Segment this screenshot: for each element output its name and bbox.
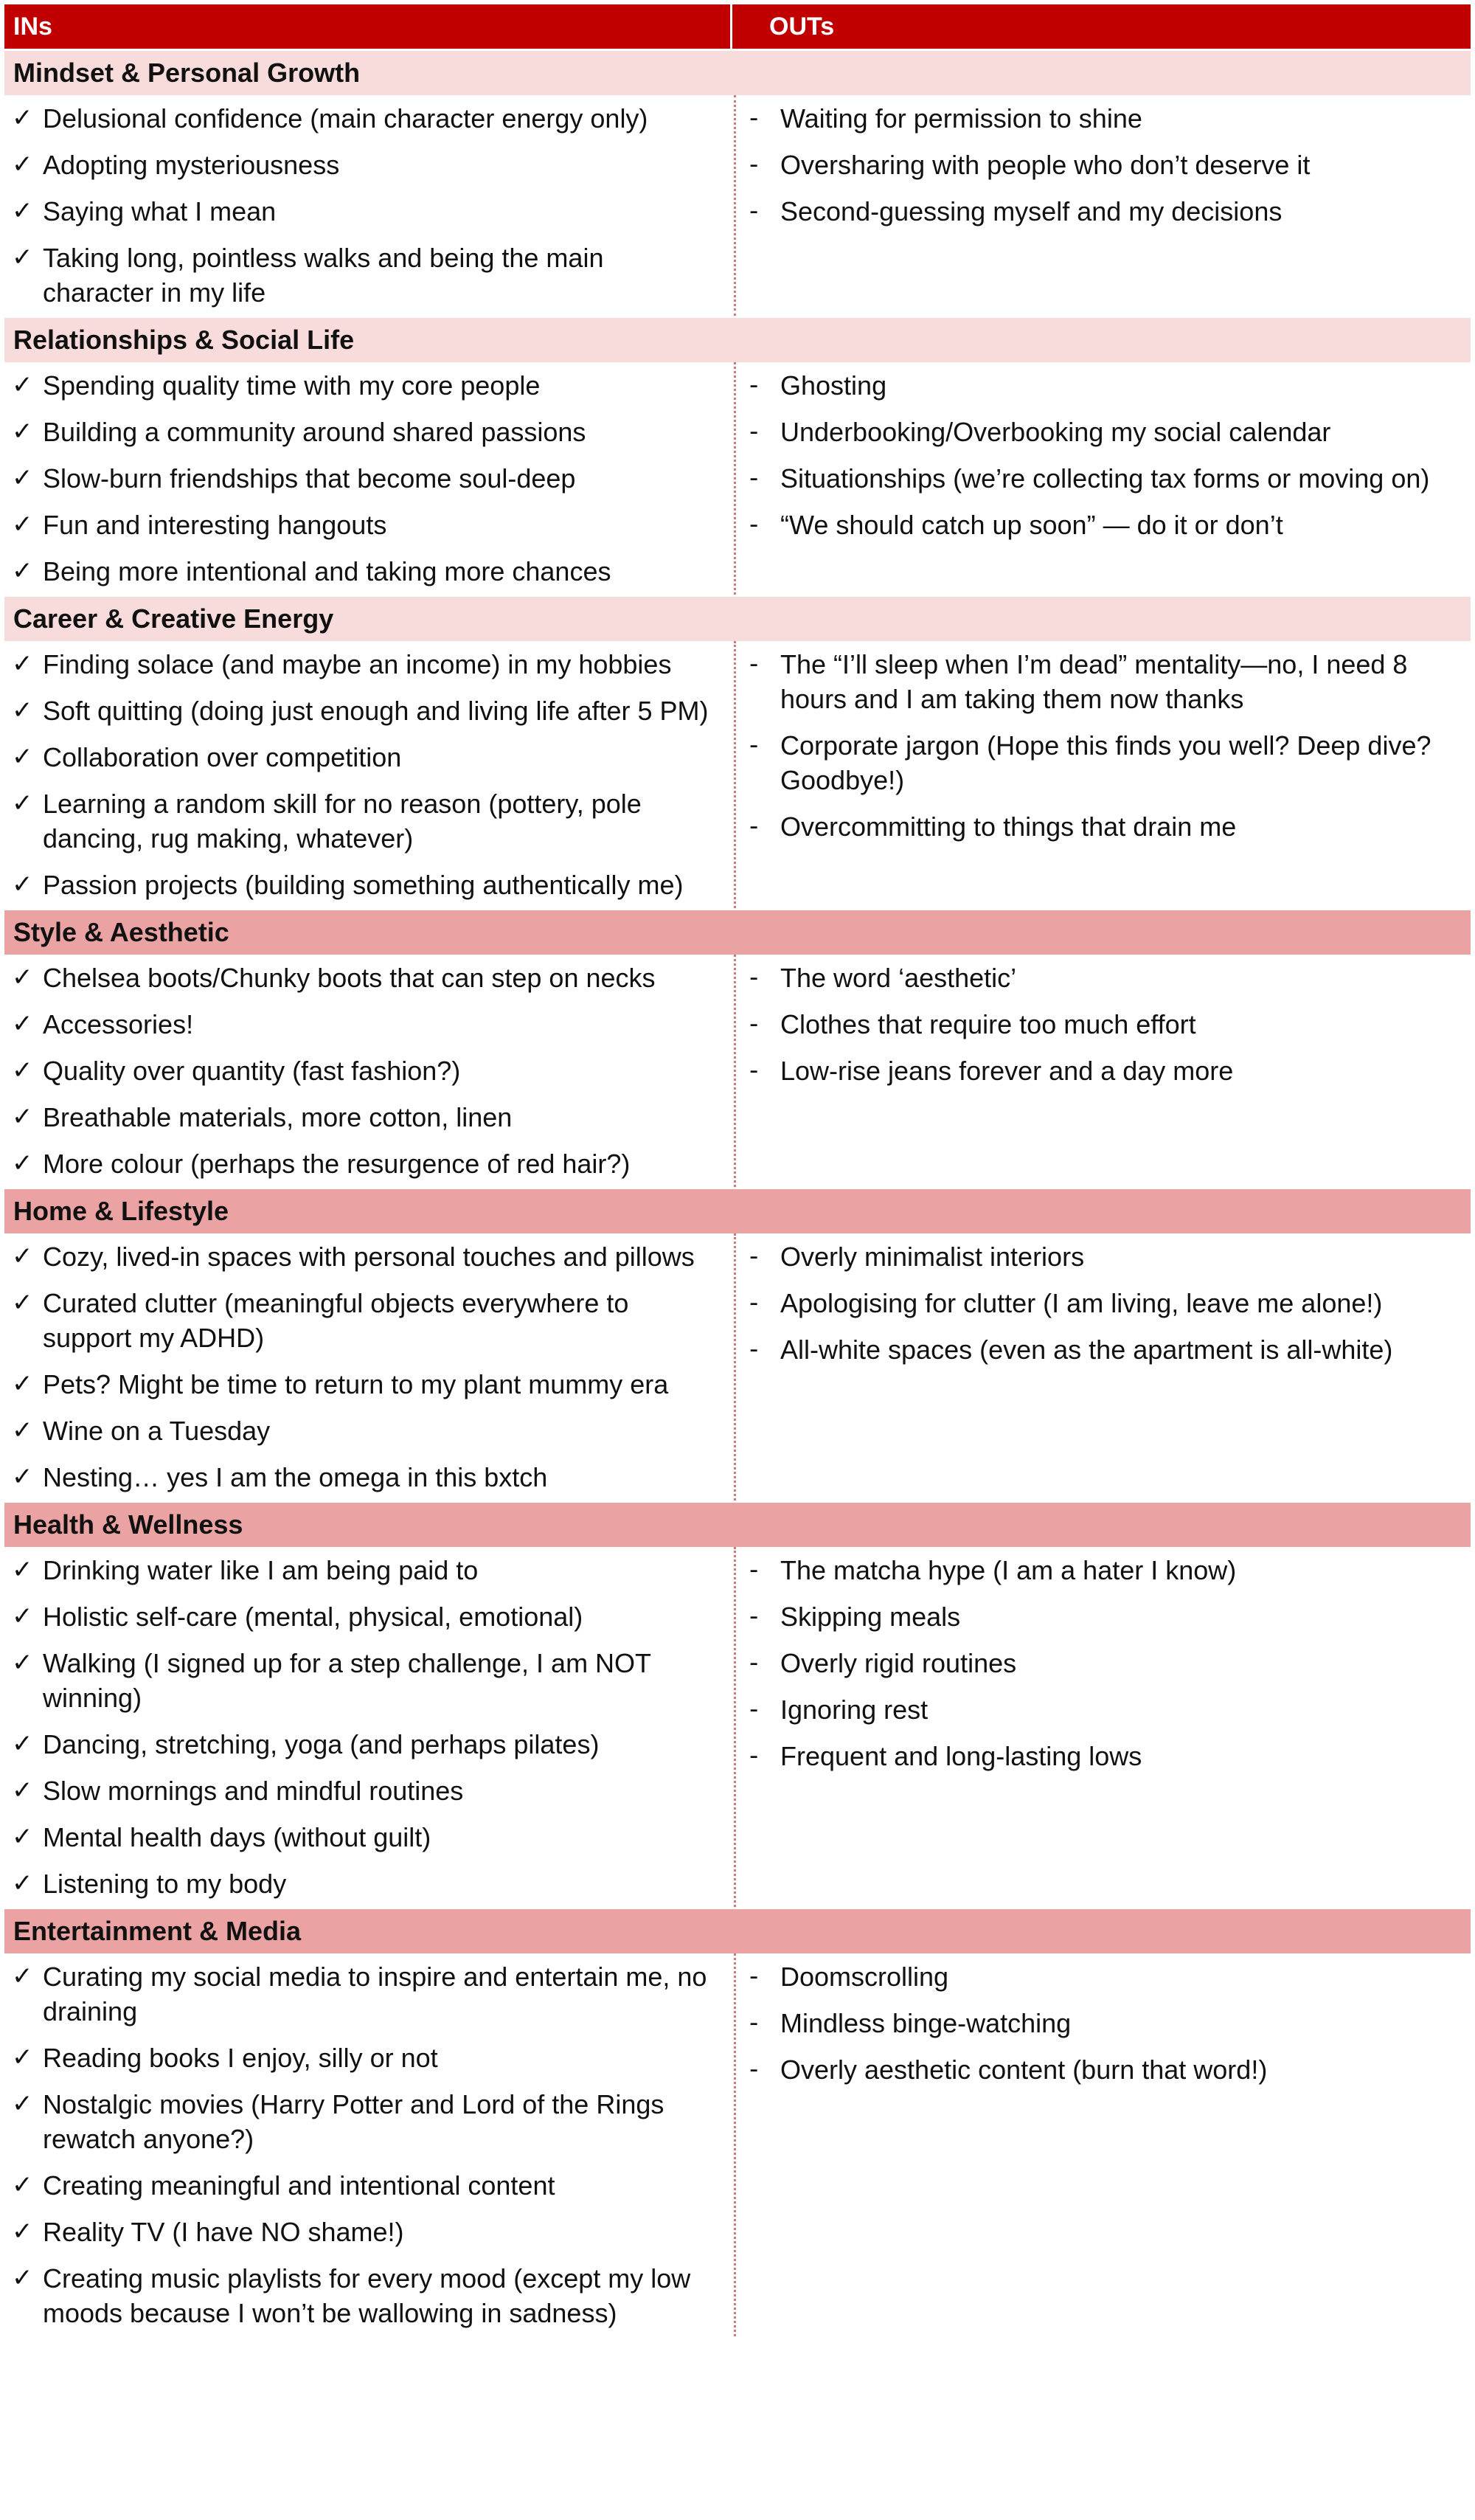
in-item [4,1454,734,1500]
item-text: The “I’ll sleep when I’m dead” mentality—no, I need 8 hours and I am taking them now thanks [780,649,1408,714]
dash-icon: - [749,370,759,400]
dash-icon: - [749,463,759,493]
outs-column [736,1953,1471,2336]
item-text: Quality over quantity (fast fashion?) [43,1056,461,1086]
item-text: Wine on a Tuesday [43,1416,271,1446]
item-text: Nostalgic movies (Harry Potter and Lord of the Rings rewatch anyone?) [43,2089,664,2154]
checkmark-icon: ✓ [12,1869,33,1898]
outs-column-header: OUTs [769,12,835,41]
dash-icon: - [749,730,759,760]
item-text: Second-guessing myself and my decisions [780,196,1283,226]
out-item [736,142,1471,188]
dash-icon: - [749,196,759,226]
out-item [736,1001,1471,1048]
checkmark-icon: ✓ [12,1102,33,1132]
item-text: Reading books I enjoy, silly or not [43,2043,438,2073]
dash-icon: - [749,2008,759,2038]
dash-icon: - [749,510,759,539]
item-text: Walking (I signed up for a step challenge, I am NOT winning) [43,1648,651,1713]
section [4,597,1471,908]
out-item [736,1547,1471,1593]
outs-column [736,641,1471,908]
section-rows [4,1547,1471,1907]
in-item [4,142,734,188]
in-item [4,455,734,502]
ins-column [4,641,736,908]
ins-column [4,1953,736,2336]
item-text: Overly minimalist interiors [780,1242,1085,1272]
checkmark-icon: ✓ [12,1648,33,1678]
section [4,318,1471,595]
item-text: Nesting… yes I am the omega in this bxtch [43,1462,548,1492]
checkmark-icon: ✓ [12,1242,33,1271]
in-item [4,1593,734,1640]
item-text: Learning a random skill for no reason (pottery, pole dancing, rug making, whatever) [43,789,642,854]
in-item [4,1140,734,1187]
out-item [736,1953,1471,2000]
in-item [4,1048,734,1094]
item-text: Oversharing with people who don’t deserve it [780,150,1311,180]
checkmark-icon: ✓ [12,870,33,899]
item-text: All-white spaces (even as the apartment is all-white) [780,1335,1393,1365]
item-text: Listening to my body [43,1869,287,1899]
out-item [736,2000,1471,2046]
sections-container [4,51,1471,2336]
item-text: Situationships (we’re collecting tax forms or moving on) [780,463,1430,494]
dash-icon: - [749,1335,759,1364]
checkmark-icon: ✓ [12,1416,33,1445]
out-item [736,955,1471,1001]
checkmark-icon: ✓ [12,2043,33,2072]
in-item [4,548,734,595]
outs-column [736,362,1471,595]
item-text: Saying what I mean [43,196,277,226]
section [4,910,1471,1187]
in-item [4,1001,734,1048]
checkmark-icon: ✓ [12,742,33,772]
dash-icon: - [749,963,759,992]
in-item [4,188,734,235]
out-item [736,1733,1471,1779]
checkmark-icon: ✓ [12,463,33,493]
item-text: The word ‘aesthetic’ [780,963,1017,993]
item-text: Corporate jargon (Hope this finds you well? Deep dive? Goodbye!) [780,730,1431,795]
checkmark-icon: ✓ [12,103,33,133]
in-item [4,235,734,316]
section-title: Career & Creative Energy [4,597,1471,641]
checkmark-icon: ✓ [12,1369,33,1399]
checkmark-icon: ✓ [12,1602,33,1631]
item-text: Ignoring rest [780,1695,929,1725]
section-rows [4,1233,1471,1500]
in-item [4,2035,734,2081]
item-text: Clothes that require too much effort [780,1009,1196,1039]
dash-icon: - [749,649,759,679]
out-item [736,1280,1471,1326]
dash-icon: - [749,1242,759,1271]
ins-column-header: INs [4,4,732,49]
item-text: Cozy, lived-in spaces with personal touches and pillows [43,1242,695,1272]
ins-outs-table [4,4,1471,2336]
section-title: Entertainment & Media [4,1909,1471,1953]
item-text: The matcha hype (I am a hater I know) [780,1555,1237,1585]
out-item [736,502,1471,548]
item-text: Overly aesthetic content (burn that word!) [780,2055,1268,2085]
in-item [4,1547,734,1593]
checkmark-icon: ✓ [12,2089,33,2119]
item-text: Dancing, stretching, yoga (and perhaps pilates) [43,1729,600,1759]
out-item [736,803,1471,850]
section-title: Health & Wellness [4,1503,1471,1547]
ins-column [4,955,736,1187]
in-item [4,2081,734,2162]
section-title: Mindset & Personal Growth [4,51,1471,95]
section-rows [4,955,1471,1187]
checkmark-icon: ✓ [12,1009,33,1039]
item-text: Finding solace (and maybe an income) in my hobbies [43,649,672,679]
in-item [4,1280,734,1361]
ins-column [4,1233,736,1500]
table-header [4,4,1471,49]
item-text: Underbooking/Overbooking my social calendar [780,417,1331,447]
section-title: Relationships & Social Life [4,318,1471,362]
section [4,51,1471,316]
in-item [4,502,734,548]
section-rows [4,95,1471,316]
dash-icon: - [749,1602,759,1631]
out-item [736,455,1471,502]
item-text: Low-rise jeans forever and a day more [780,1056,1234,1086]
item-text: Overly rigid routines [780,1648,1017,1678]
item-text: “We should catch up soon” — do it or don’t [780,510,1283,540]
dash-icon: - [749,1962,759,1991]
item-text: Frequent and long-lasting lows [780,1741,1142,1771]
section [4,1909,1471,2336]
dash-icon: - [749,1741,759,1770]
item-text: Curated clutter (meaningful objects everywhere to support my ADHD) [43,1288,629,1353]
ins-column [4,362,736,595]
checkmark-icon: ✓ [12,150,33,179]
dash-icon: - [749,1288,759,1318]
item-text: Taking long, pointless walks and being the main character in my life [43,243,604,308]
in-item [4,1408,734,1454]
outs-column [736,1233,1471,1500]
dash-icon: - [749,150,759,179]
item-text: Doomscrolling [780,1962,949,1992]
checkmark-icon: ✓ [12,1288,33,1318]
item-text: Ghosting [780,370,887,401]
in-item [4,734,734,780]
in-item [4,641,734,688]
dash-icon: - [749,417,759,446]
out-item [736,95,1471,142]
item-text: Breathable materials, more cotton, linen [43,1102,513,1132]
in-item [4,955,734,1001]
in-item [4,1361,734,1408]
item-text: Creating music playlists for every mood (except my low moods because I won’t be wallowing in sadness) [43,2263,691,2328]
item-text: Curating my social media to inspire and entertain me, no draining [43,1962,707,2026]
checkmark-icon: ✓ [12,2217,33,2246]
item-text: Waiting for permission to shine [780,103,1142,134]
item-text: Being more intentional and taking more chances [43,556,611,586]
in-item [4,95,734,142]
item-text: Mindless binge-watching [780,2008,1072,2038]
out-item [736,409,1471,455]
dash-icon: - [749,1009,759,1039]
out-item [736,1640,1471,1686]
in-item [4,2162,734,2209]
checkmark-icon: ✓ [12,789,33,818]
checkmark-icon: ✓ [12,1962,33,1991]
checkmark-icon: ✓ [12,556,33,586]
out-item [736,722,1471,803]
item-text: Pets? Might be time to return to my plant mummy era [43,1369,669,1399]
in-item [4,1860,734,1907]
dash-icon: - [749,103,759,133]
item-text: Overcommitting to things that drain me [780,811,1237,842]
dash-icon: - [749,1648,759,1678]
item-text: Drinking water like I am being paid to [43,1555,479,1585]
in-item [4,1233,734,1280]
in-item [4,1094,734,1140]
checkmark-icon: ✓ [12,2263,33,2293]
item-text: Delusional confidence (main character energy only) [43,103,648,134]
item-text: Chelsea boots/Chunky boots that can step on necks [43,963,656,993]
section-rows [4,641,1471,908]
checkmark-icon: ✓ [12,417,33,446]
out-item [736,362,1471,409]
in-item [4,409,734,455]
in-item [4,1640,734,1721]
checkmark-icon: ✓ [12,1729,33,1759]
dash-icon: - [749,1056,759,1085]
section-rows [4,1953,1471,2336]
checkmark-icon: ✓ [12,1149,33,1178]
checkmark-icon: ✓ [12,370,33,400]
item-text: Reality TV (I have NO shame!) [43,2217,404,2247]
dash-icon: - [749,1695,759,1724]
out-item [736,1048,1471,1094]
item-text: Holistic self-care (mental, physical, emotional) [43,1602,583,1632]
dash-icon: - [749,811,759,841]
checkmark-icon: ✓ [12,1822,33,1852]
item-text: Creating meaningful and intentional content [43,2170,555,2201]
checkmark-icon: ✓ [12,1776,33,1805]
item-text: Passion projects (building something authentically me) [43,870,684,900]
out-item [736,1686,1471,1733]
in-item [4,862,734,908]
item-text: More colour (perhaps the resurgence of red hair?) [43,1149,631,1179]
item-text: Mental health days (without guilt) [43,1822,431,1852]
out-item [736,188,1471,235]
out-item [736,641,1471,722]
checkmark-icon: ✓ [12,196,33,226]
item-text: Soft quitting (doing just enough and living life after 5 PM) [43,696,709,726]
out-item [736,2046,1471,2093]
item-text: Accessories! [43,1009,194,1039]
in-item [4,780,734,862]
checkmark-icon: ✓ [12,243,33,272]
item-text: Building a community around shared passions [43,417,586,447]
item-text: Collaboration over competition [43,742,402,772]
in-item [4,1721,734,1768]
in-item [4,1768,734,1814]
out-item [736,1326,1471,1373]
checkmark-icon: ✓ [12,1555,33,1585]
section [4,1503,1471,1907]
section-title: Style & Aesthetic [4,910,1471,955]
item-text: Slow mornings and mindful routines [43,1776,464,1806]
item-text: Slow-burn friendships that become soul-deep [43,463,576,494]
checkmark-icon: ✓ [12,649,33,679]
checkmark-icon: ✓ [12,1056,33,1085]
section-rows [4,362,1471,595]
outs-column [736,1547,1471,1907]
in-item [4,2209,734,2255]
section-title: Home & Lifestyle [4,1189,1471,1233]
in-item [4,1814,734,1860]
ins-column [4,1547,736,1907]
item-text: Adopting mysteriousness [43,150,340,180]
checkmark-icon: ✓ [12,1462,33,1492]
outs-column [736,95,1471,316]
item-text: Fun and interesting hangouts [43,510,387,540]
item-text: Apologising for clutter (I am living, leave me alone!) [780,1288,1383,1318]
ins-column [4,95,736,316]
outs-column [736,955,1471,1187]
checkmark-icon: ✓ [12,510,33,539]
out-item [736,1593,1471,1640]
item-text: Skipping meals [780,1602,961,1632]
dash-icon: - [749,1555,759,1585]
checkmark-icon: ✓ [12,2170,33,2200]
in-item [4,688,734,734]
dash-icon: - [749,2055,759,2084]
checkmark-icon: ✓ [12,696,33,725]
out-item [736,1233,1471,1280]
item-text: Spending quality time with my core people [43,370,541,401]
in-item [4,1953,734,2035]
section [4,1189,1471,1500]
checkmark-icon: ✓ [12,963,33,992]
in-item [4,362,734,409]
in-item [4,2255,734,2336]
